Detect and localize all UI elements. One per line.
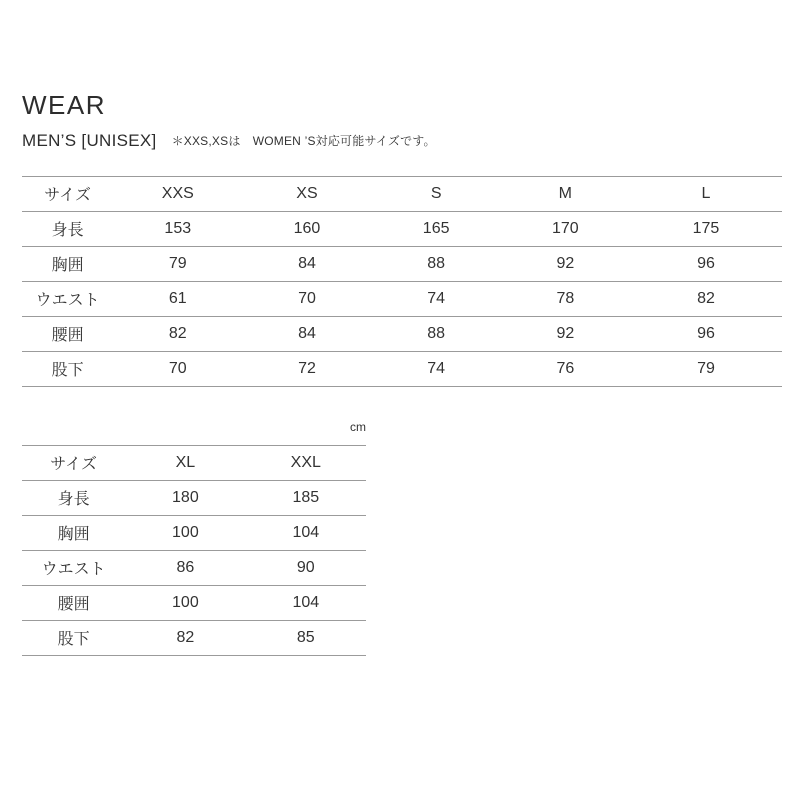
table-cell: 86 [125, 550, 245, 585]
table-cell: 72 [242, 351, 371, 386]
table-cell: 180 [125, 480, 245, 515]
column-header-l: L [630, 176, 782, 211]
table-cell: 74 [372, 351, 501, 386]
table-cell: 82 [630, 281, 782, 316]
table-cell: 84 [242, 246, 371, 281]
column-header-size: サイズ [22, 176, 113, 211]
table-cell: 70 [242, 281, 371, 316]
table-row-chest [22, 515, 366, 550]
table-row-chest [22, 246, 782, 281]
table-row-inseam [22, 620, 366, 655]
table-cell: 74 [372, 281, 501, 316]
size-note: ＊XXS,XSは WOMEN ’S対応可能サイズです。 [171, 134, 436, 149]
row-label: 胸囲 [22, 246, 113, 281]
table-row-height [22, 211, 782, 246]
page-title: WEAR [22, 90, 106, 120]
table-cell: 90 [246, 550, 366, 585]
table-header-row [22, 445, 366, 480]
table-cell: 100 [125, 515, 245, 550]
row-label: 股下 [22, 351, 113, 386]
table-cell: 153 [113, 211, 242, 246]
column-header-m: M [501, 176, 630, 211]
table-cell: 160 [242, 211, 371, 246]
column-header-xxs: XXS [113, 176, 242, 211]
table-cell: 61 [113, 281, 242, 316]
row-label: ウエスト [22, 281, 113, 316]
table-row-hip [22, 316, 782, 351]
size-table-main [22, 176, 782, 387]
table-cell: 96 [630, 246, 782, 281]
row-label: 胸囲 [22, 515, 125, 550]
column-header-xs: XS [242, 176, 371, 211]
table-cell: 76 [501, 351, 630, 386]
row-label: 身長 [22, 211, 113, 246]
table-cell: 79 [630, 351, 782, 386]
table-cell: 175 [630, 211, 782, 246]
row-label: 腰囲 [22, 316, 113, 351]
table-cell: 104 [246, 515, 366, 550]
table-row-waist [22, 281, 782, 316]
table-cell: 70 [113, 351, 242, 386]
table-row-waist [22, 550, 366, 585]
table-cell: 92 [501, 316, 630, 351]
table-row-inseam [22, 351, 782, 386]
table-cell: 100 [125, 585, 245, 620]
table-cell: 82 [125, 620, 245, 655]
row-label: ウエスト [22, 550, 125, 585]
table-cell: 84 [242, 316, 371, 351]
table-cell: 82 [113, 316, 242, 351]
table-cell: 88 [372, 246, 501, 281]
size-table-extended [22, 445, 366, 656]
table-cell: 85 [246, 620, 366, 655]
table-cell: 88 [372, 316, 501, 351]
table-cell: 96 [630, 316, 782, 351]
column-header-size: サイズ [22, 445, 125, 480]
table-header-row [22, 176, 782, 211]
subtitle-row [22, 131, 800, 151]
column-header-xl: XL [125, 445, 245, 480]
table-cell: 79 [113, 246, 242, 281]
unit-label: cm [350, 419, 366, 434]
table-cell: 165 [372, 211, 501, 246]
column-header-s: S [372, 176, 501, 211]
row-label: 腰囲 [22, 585, 125, 620]
table-row-hip [22, 585, 366, 620]
table-cell: 185 [246, 480, 366, 515]
row-label: 身長 [22, 480, 125, 515]
table-cell: 104 [246, 585, 366, 620]
table-cell: 78 [501, 281, 630, 316]
table-cell: 170 [501, 211, 630, 246]
row-label: 股下 [22, 620, 125, 655]
category-subtitle: MEN’S [UNISEX] [22, 131, 157, 150]
table-cell: 92 [501, 246, 630, 281]
column-header-xxl: XXL [246, 445, 366, 480]
table-row-height [22, 480, 366, 515]
